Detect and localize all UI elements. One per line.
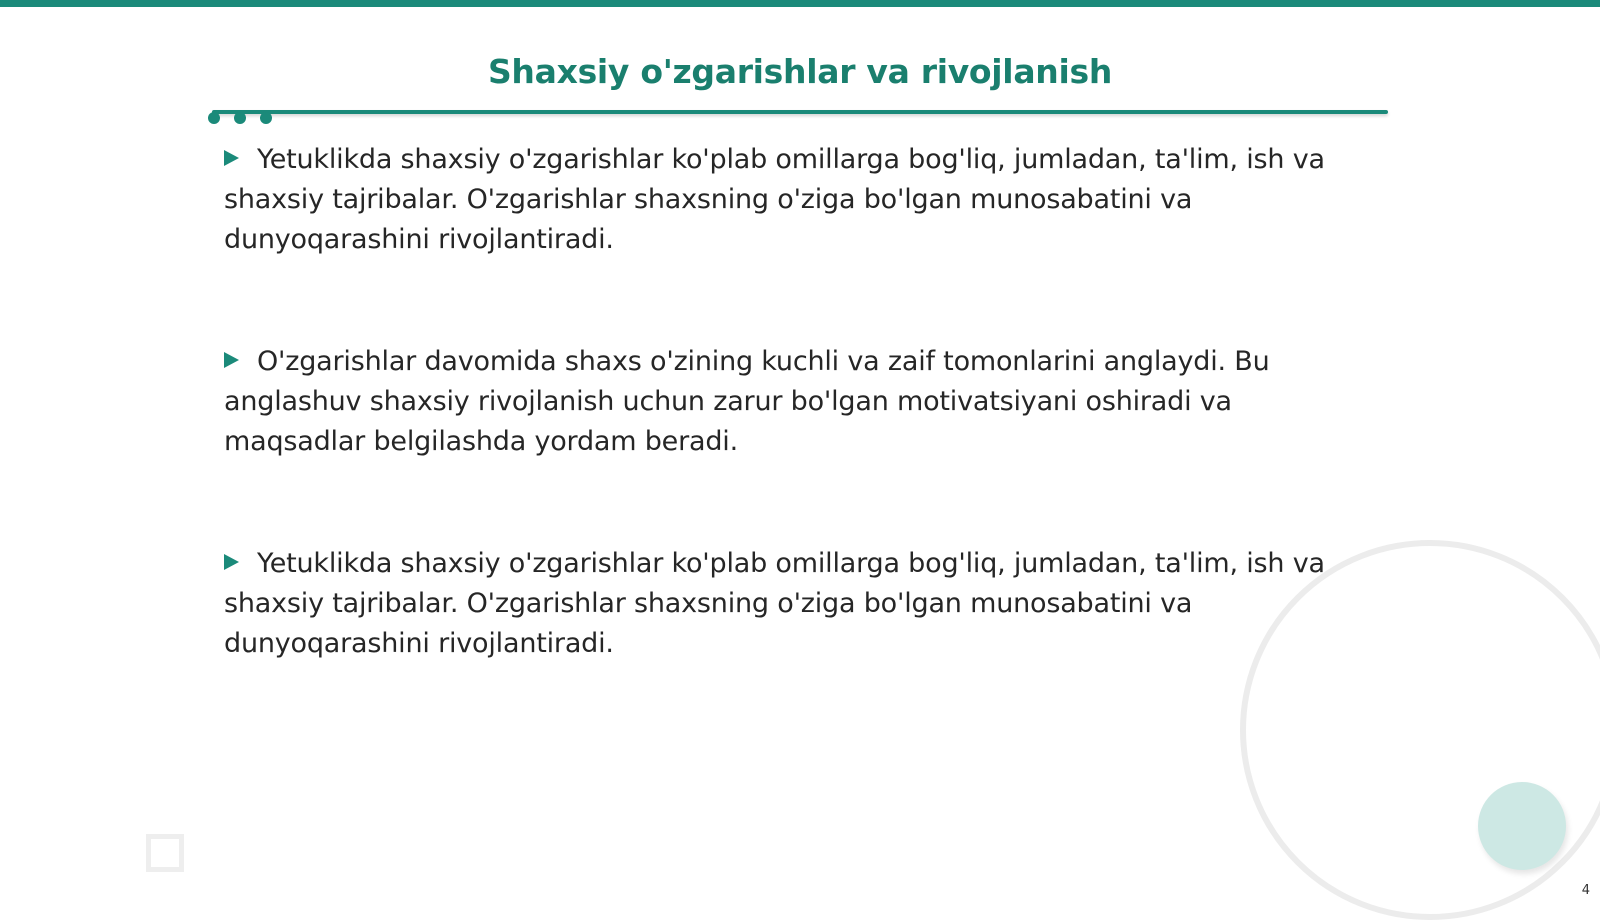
- decorative-ring: [1240, 540, 1600, 920]
- divider-dot: [208, 112, 220, 124]
- decorative-circle: [1478, 782, 1566, 870]
- triangle-right-icon: [224, 150, 239, 166]
- bullet-text: O'zgarishlar davomida shaxs o'zining kuchli va zaif tomonlarini anglaydi. Bu anglashuv shaxsiy rivojlanish uchun zarur bo'lgan motivatsiyani oshiradi va maqsadlar belgilashda yordam beradi.: [224, 346, 1270, 457]
- bullet-text: Yetuklikda shaxsiy o'zgarishlar ko'plab omillarga bog'liq, jumladan, ta'lim, ish va shaxsiy tajribalar. O'zgarishlar shaxsning o'ziga bo'lgan munosabatini va dunyoqarashini rivojlantiradi.: [224, 144, 1325, 255]
- bullet-item: [224, 342, 1344, 462]
- slide-title: Shaxsiy o'zgarishlar va rivojlanish: [487, 52, 1113, 91]
- decorative-square: [146, 834, 184, 872]
- triangle-right-icon: [224, 554, 239, 570]
- bullet-item: [224, 140, 1344, 260]
- divider-dot: [260, 112, 272, 124]
- bullet-list: [224, 140, 1344, 664]
- divider-dot: [234, 112, 246, 124]
- top-accent-bar: [0, 0, 1600, 7]
- bullet-item: [224, 544, 1344, 664]
- title-divider: [212, 110, 1388, 114]
- bullet-text: Yetuklikda shaxsiy o'zgarishlar ko'plab omillarga bog'liq, jumladan, ta'lim, ish va shaxsiy tajribalar. O'zgarishlar shaxsning o'ziga bo'lgan munosabatini va dunyoqarashini rivojlantiradi.: [224, 548, 1325, 659]
- triangle-right-icon: [224, 352, 239, 368]
- slide-number: 4: [1581, 883, 1590, 898]
